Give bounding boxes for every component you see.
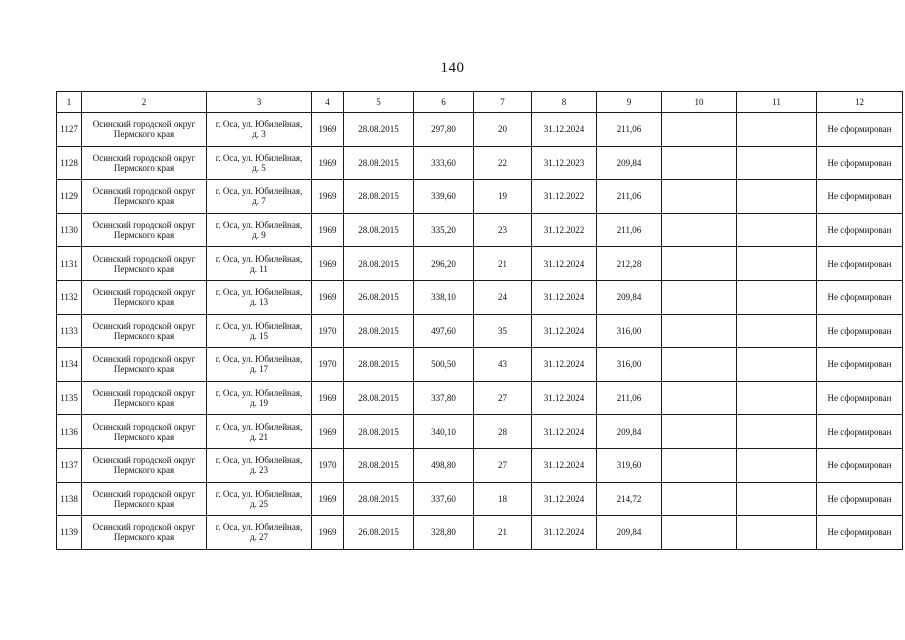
cell-area: 337,60 [414,482,474,516]
cell-municipality-line-1: Осинский городской округ [92,220,196,231]
cell-col11 [737,146,817,180]
cell-year: 1969 [312,381,344,415]
cell-area: 337,80 [414,381,474,415]
cell-address-line-1: г. Оса, ул. Юбилейная, [215,522,303,533]
cell-area: 500,50 [414,348,474,382]
cell-col11 [737,415,817,449]
cell-municipality-line-1: Осинский городской округ [92,186,196,197]
cell-municipality-line-2: Пермского края [113,431,175,442]
cell-area: 498,80 [414,448,474,482]
cell-municipality-line-2: Пермского края [113,465,175,476]
cell-count: 35 [474,314,532,348]
cell-count: 27 [474,381,532,415]
cell-address-line-2: д. 11 [250,263,268,274]
column-header-10: 10 [662,92,737,113]
cell-address-line-1: г. Оса, ул. Юбилейная, [215,354,303,365]
cell-cost: 319,60 [597,448,662,482]
cell-col11 [737,516,817,550]
cell-municipality [82,113,207,147]
cell-year: 1970 [312,348,344,382]
cell-area: 328,80 [414,516,474,550]
table-row [57,213,903,247]
cell-municipality-line-1: Осинский городской округ [92,119,196,130]
cell-municipality [82,280,207,314]
cell-date: 28.08.2015 [344,314,414,348]
cell-municipality-line-2: Пермского края [113,129,175,140]
cell-col10 [662,516,737,550]
cell-col11 [737,381,817,415]
column-header-11: 11 [737,92,817,113]
cell-count: 28 [474,415,532,449]
cell-date: 28.08.2015 [344,180,414,214]
column-header-5: 5 [344,92,414,113]
cell-municipality [82,314,207,348]
cell-status: Не сформирован [817,113,903,147]
cell-municipality [82,381,207,415]
cell-count: 20 [474,113,532,147]
cell-number: 1127 [57,113,82,147]
cell-cost: 211,06 [597,113,662,147]
cell-address-line-2: д. 27 [249,532,269,543]
table-row [57,381,903,415]
column-header-6: 6 [414,92,474,113]
cell-date: 28.08.2015 [344,247,414,281]
cell-col10 [662,448,737,482]
cell-address [207,213,312,247]
cell-status: Не сформирован [817,448,903,482]
table-row [57,113,903,147]
cell-cost: 211,06 [597,381,662,415]
cell-year: 1969 [312,180,344,214]
cell-col10 [662,113,737,147]
table-row [57,482,903,516]
cell-address-line-1: г. Оса, ул. Юбилейная, [215,186,303,197]
cell-status: Не сформирован [817,146,903,180]
cell-count: 23 [474,213,532,247]
cell-municipality-line-2: Пермского края [113,162,175,173]
cell-municipality-line-1: Осинский городской округ [92,320,196,331]
cell-area: 338,10 [414,280,474,314]
cell-municipality [82,482,207,516]
cell-cost: 214,72 [597,482,662,516]
cell-number: 1138 [57,482,82,516]
cell-deadline: 31.12.2022 [532,213,597,247]
cell-address [207,448,312,482]
cell-cost: 316,00 [597,348,662,382]
cell-address-line-1: г. Оса, ул. Юбилейная, [215,421,303,432]
cell-col10 [662,314,737,348]
cell-year: 1969 [312,482,344,516]
cell-area: 297,80 [414,113,474,147]
cell-address [207,348,312,382]
cell-address-line-2: д. 19 [249,398,269,409]
cell-col11 [737,213,817,247]
table-row [57,516,903,550]
cell-municipality [82,348,207,382]
cell-count: 22 [474,146,532,180]
column-header-4: 4 [312,92,344,113]
table-row [57,180,903,214]
cell-address [207,113,312,147]
cell-col10 [662,247,737,281]
cell-area: 296,20 [414,247,474,281]
cell-address [207,314,312,348]
cell-municipality-line-1: Осинский городской округ [92,388,196,399]
cell-year: 1969 [312,415,344,449]
column-header-12: 12 [817,92,903,113]
cell-municipality [82,247,207,281]
cell-deadline: 31.12.2024 [532,482,597,516]
cell-status: Не сформирован [817,381,903,415]
cell-address-line-1: г. Оса, ул. Юбилейная, [215,220,303,231]
cell-col10 [662,146,737,180]
column-header-8: 8 [532,92,597,113]
cell-cost: 209,84 [597,280,662,314]
cell-number: 1129 [57,180,82,214]
table-row [57,280,903,314]
cell-address-line-2: д. 21 [249,431,269,442]
cell-number: 1134 [57,348,82,382]
cell-year: 1970 [312,314,344,348]
cell-municipality-line-1: Осинский городской округ [92,253,196,264]
cell-count: 27 [474,448,532,482]
cell-col10 [662,280,737,314]
cell-municipality [82,516,207,550]
cell-number: 1131 [57,247,82,281]
cell-address-line-1: г. Оса, ул. Юбилейная, [215,455,303,466]
cell-deadline: 31.12.2024 [532,314,597,348]
cell-address-line-2: д. 17 [249,364,269,375]
cell-year: 1969 [312,213,344,247]
page-number: 140 [440,60,465,76]
cell-municipality-line-2: Пермского края [113,498,175,509]
housing-registry-table [56,91,903,550]
cell-year: 1969 [312,516,344,550]
cell-col11 [737,314,817,348]
cell-status: Не сформирован [817,415,903,449]
cell-col11 [737,113,817,147]
table-row [57,415,903,449]
cell-address [207,381,312,415]
cell-deadline: 31.12.2024 [532,448,597,482]
cell-col10 [662,180,737,214]
cell-address-line-2: д. 9 [252,230,266,241]
cell-address [207,280,312,314]
cell-municipality-line-1: Осинский городской округ [92,287,196,298]
cell-number: 1135 [57,381,82,415]
cell-date: 28.08.2015 [344,146,414,180]
cell-address-line-1: г. Оса, ул. Юбилейная, [215,320,303,331]
cell-status: Не сформирован [817,213,903,247]
column-header-2: 2 [82,92,207,113]
cell-cost: 316,00 [597,314,662,348]
cell-address-line-2: д. 23 [249,465,269,476]
cell-col11 [737,348,817,382]
cell-municipality [82,213,207,247]
cell-address-line-2: д. 25 [249,498,269,509]
cell-address [207,247,312,281]
cell-status: Не сформирован [817,482,903,516]
header-row [57,92,903,113]
cell-address-line-1: г. Оса, ул. Юбилейная, [215,152,303,163]
cell-municipality-line-2: Пермского края [113,398,175,409]
cell-address-line-1: г. Оса, ул. Юбилейная, [215,287,303,298]
cell-deadline: 31.12.2024 [532,516,597,550]
cell-municipality [82,448,207,482]
cell-municipality-line-1: Осинский городской округ [92,522,196,533]
cell-municipality-line-2: Пермского края [113,297,175,308]
cell-deadline: 31.12.2024 [532,381,597,415]
cell-count: 18 [474,482,532,516]
cell-number: 1132 [57,280,82,314]
cell-status: Не сформирован [817,180,903,214]
cell-col10 [662,348,737,382]
cell-col10 [662,482,737,516]
cell-count: 19 [474,180,532,214]
cell-col10 [662,381,737,415]
cell-municipality [82,146,207,180]
cell-deadline: 31.12.2024 [532,280,597,314]
cell-col11 [737,448,817,482]
cell-number: 1130 [57,213,82,247]
column-header-9: 9 [597,92,662,113]
cell-address [207,180,312,214]
cell-address-line-1: г. Оса, ул. Юбилейная, [215,488,303,499]
cell-municipality-line-2: Пермского края [113,263,175,274]
cell-area: 335,20 [414,213,474,247]
cell-deadline: 31.12.2023 [532,146,597,180]
table-row [57,247,903,281]
cell-cost: 211,06 [597,213,662,247]
cell-address-line-2: д. 3 [252,129,266,140]
cell-status: Не сформирован [817,314,903,348]
cell-municipality-line-1: Осинский городской округ [92,354,196,365]
cell-address [207,146,312,180]
cell-address-line-1: г. Оса, ул. Юбилейная, [215,119,303,130]
cell-address [207,516,312,550]
cell-number: 1137 [57,448,82,482]
cell-address-line-2: д. 15 [249,330,269,341]
cell-cost: 209,84 [597,146,662,180]
cell-count: 24 [474,280,532,314]
cell-number: 1128 [57,146,82,180]
cell-cost: 209,84 [597,516,662,550]
table-row [57,146,903,180]
cell-col11 [737,247,817,281]
cell-date: 28.08.2015 [344,381,414,415]
cell-address-line-2: д. 13 [249,297,269,308]
cell-col11 [737,482,817,516]
cell-municipality-line-1: Осинский городской округ [92,455,196,466]
cell-area: 340,10 [414,415,474,449]
table-row [57,448,903,482]
cell-year: 1970 [312,448,344,482]
cell-deadline: 31.12.2024 [532,113,597,147]
cell-area: 333,60 [414,146,474,180]
cell-col11 [737,280,817,314]
cell-municipality-line-1: Осинский городской округ [92,152,196,163]
cell-status: Не сформирован [817,247,903,281]
cell-date: 26.08.2015 [344,516,414,550]
cell-deadline: 31.12.2024 [532,415,597,449]
cell-municipality-line-1: Осинский городской округ [92,421,196,432]
cell-cost: 209,84 [597,415,662,449]
cell-year: 1969 [312,113,344,147]
table-header [57,92,903,113]
cell-cost: 212,28 [597,247,662,281]
cell-year: 1969 [312,280,344,314]
cell-municipality [82,415,207,449]
cell-status: Не сформирован [817,516,903,550]
cell-municipality-line-2: Пермского края [113,532,175,543]
cell-col10 [662,415,737,449]
cell-date: 26.08.2015 [344,280,414,314]
cell-status: Не сформирован [817,280,903,314]
cell-date: 28.08.2015 [344,213,414,247]
cell-year: 1969 [312,146,344,180]
cell-deadline: 31.12.2022 [532,180,597,214]
column-header-1: 1 [57,92,82,113]
cell-date: 28.08.2015 [344,448,414,482]
cell-number: 1133 [57,314,82,348]
cell-deadline: 31.12.2024 [532,247,597,281]
cell-municipality-line-2: Пермского края [113,230,175,241]
table-row [57,348,903,382]
cell-year: 1969 [312,247,344,281]
cell-number: 1139 [57,516,82,550]
cell-address [207,415,312,449]
table-body [57,113,903,550]
cell-address [207,482,312,516]
cell-col11 [737,180,817,214]
cell-date: 28.08.2015 [344,113,414,147]
cell-count: 21 [474,516,532,550]
cell-count: 21 [474,247,532,281]
cell-date: 28.08.2015 [344,415,414,449]
cell-col10 [662,213,737,247]
cell-number: 1136 [57,415,82,449]
cell-area: 339,60 [414,180,474,214]
cell-count: 43 [474,348,532,382]
cell-municipality-line-1: Осинский городской округ [92,488,196,499]
cell-status: Не сформирован [817,348,903,382]
cell-date: 28.08.2015 [344,482,414,516]
column-header-3: 3 [207,92,312,113]
column-header-7: 7 [474,92,532,113]
cell-address-line-2: д. 7 [252,196,266,207]
table-row [57,314,903,348]
cell-cost: 211,06 [597,180,662,214]
cell-address-line-1: г. Оса, ул. Юбилейная, [215,253,303,264]
cell-municipality-line-2: Пермского края [113,196,175,207]
cell-municipality [82,180,207,214]
cell-date: 28.08.2015 [344,348,414,382]
cell-area: 497,60 [414,314,474,348]
cell-address-line-2: д. 5 [252,162,266,173]
cell-municipality-line-2: Пермского края [113,364,175,375]
cell-municipality-line-2: Пермского края [113,330,175,341]
cell-deadline: 31.12.2024 [532,348,597,382]
cell-address-line-1: г. Оса, ул. Юбилейная, [215,388,303,399]
